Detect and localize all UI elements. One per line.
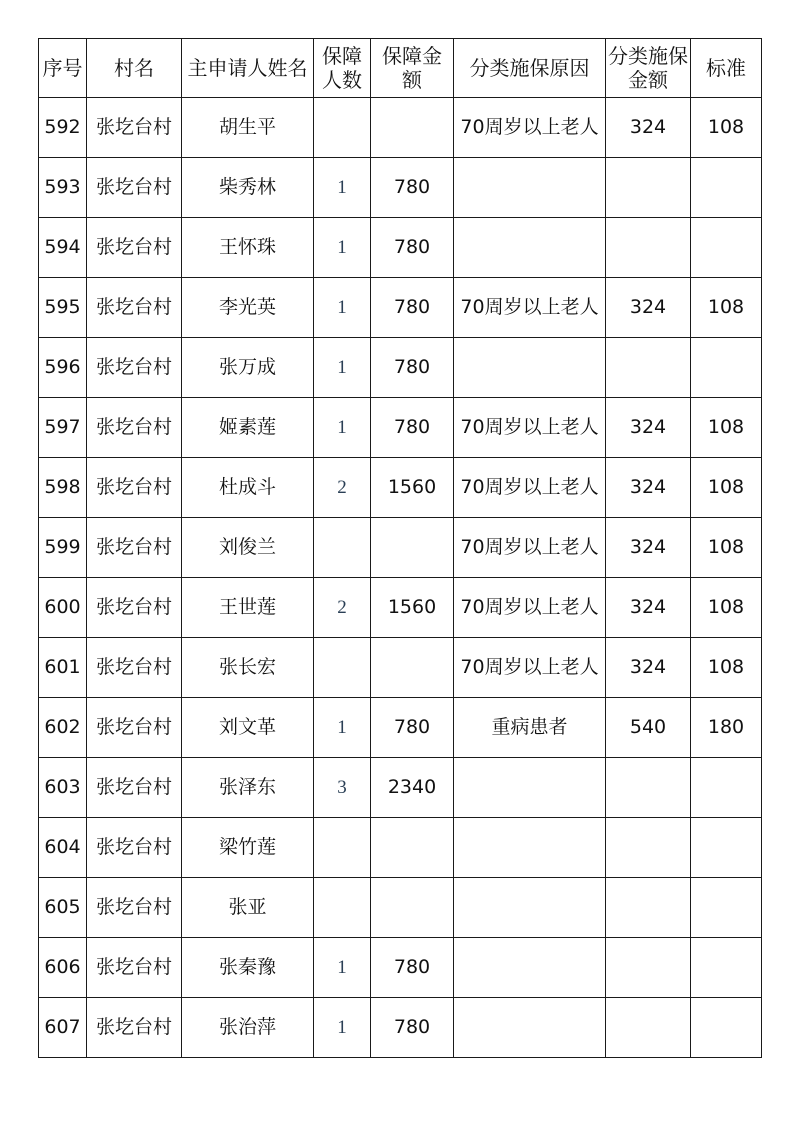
header-row (39, 39, 762, 98)
cell-amount (371, 878, 454, 938)
cell-standard: 108 (691, 398, 762, 458)
cell-reason (454, 938, 606, 998)
cell-seq: 596 (39, 338, 87, 398)
cell-village: 张圪台村 (87, 278, 182, 338)
cell-standard: 108 (691, 278, 762, 338)
cell-persons (314, 518, 371, 578)
cell-persons: 1 (314, 698, 371, 758)
cell-applicant-name: 梁竹莲 (182, 818, 314, 878)
cell-amount (371, 818, 454, 878)
cell-standard: 108 (691, 638, 762, 698)
cell-village: 张圪台村 (87, 578, 182, 638)
cell-reason (454, 998, 606, 1058)
cell-applicant-name: 胡生平 (182, 98, 314, 158)
cell-persons (314, 818, 371, 878)
cell-persons: 2 (314, 578, 371, 638)
cell-amount: 780 (371, 698, 454, 758)
cell-class-amount: 324 (606, 98, 691, 158)
cell-class-amount: 540 (606, 698, 691, 758)
cell-class-amount (606, 338, 691, 398)
cell-persons: 2 (314, 458, 371, 518)
cell-village: 张圪台村 (87, 938, 182, 998)
table-row (39, 218, 762, 278)
cell-reason: 重病患者 (454, 698, 606, 758)
cell-persons: 1 (314, 938, 371, 998)
cell-applicant-name: 刘俊兰 (182, 518, 314, 578)
cell-class-amount (606, 878, 691, 938)
cell-amount: 780 (371, 398, 454, 458)
table-row (39, 458, 762, 518)
cell-seq: 606 (39, 938, 87, 998)
table-row (39, 398, 762, 458)
cell-reason (454, 158, 606, 218)
cell-village: 张圪台村 (87, 398, 182, 458)
cell-seq: 603 (39, 758, 87, 818)
cell-persons (314, 638, 371, 698)
cell-reason (454, 338, 606, 398)
cell-reason (454, 878, 606, 938)
cell-class-amount: 324 (606, 578, 691, 638)
table-row (39, 938, 762, 998)
cell-applicant-name: 张万成 (182, 338, 314, 398)
cell-applicant-name: 王怀珠 (182, 218, 314, 278)
cell-village: 张圪台村 (87, 998, 182, 1058)
cell-seq: 602 (39, 698, 87, 758)
cell-applicant-name: 张治萍 (182, 998, 314, 1058)
cell-seq: 597 (39, 398, 87, 458)
table-row (39, 998, 762, 1058)
cell-reason: 70周岁以上老人 (454, 638, 606, 698)
cell-standard (691, 998, 762, 1058)
cell-amount: 1560 (371, 458, 454, 518)
cell-amount (371, 98, 454, 158)
cell-seq: 592 (39, 98, 87, 158)
cell-amount: 780 (371, 998, 454, 1058)
cell-persons (314, 98, 371, 158)
header-seq: 序号 (39, 39, 87, 98)
cell-class-amount: 324 (606, 638, 691, 698)
table-row (39, 758, 762, 818)
cell-seq: 595 (39, 278, 87, 338)
table-row (39, 278, 762, 338)
header-village: 村名 (87, 39, 182, 98)
cell-seq: 601 (39, 638, 87, 698)
cell-reason: 70周岁以上老人 (454, 578, 606, 638)
cell-applicant-name: 姬素莲 (182, 398, 314, 458)
table-row (39, 878, 762, 938)
cell-seq: 598 (39, 458, 87, 518)
cell-standard: 108 (691, 98, 762, 158)
subsistence-allowance-table (38, 38, 762, 1058)
cell-reason: 70周岁以上老人 (454, 518, 606, 578)
table-row (39, 518, 762, 578)
cell-standard: 180 (691, 698, 762, 758)
cell-class-amount: 324 (606, 398, 691, 458)
cell-village: 张圪台村 (87, 338, 182, 398)
cell-seq: 593 (39, 158, 87, 218)
cell-reason (454, 218, 606, 278)
cell-class-amount (606, 218, 691, 278)
cell-reason: 70周岁以上老人 (454, 278, 606, 338)
cell-reason: 70周岁以上老人 (454, 398, 606, 458)
table-row (39, 98, 762, 158)
cell-village: 张圪台村 (87, 98, 182, 158)
cell-applicant-name: 张泽东 (182, 758, 314, 818)
cell-standard: 108 (691, 518, 762, 578)
cell-standard (691, 758, 762, 818)
cell-seq: 599 (39, 518, 87, 578)
cell-village: 张圪台村 (87, 218, 182, 278)
cell-reason: 70周岁以上老人 (454, 98, 606, 158)
cell-class-amount (606, 998, 691, 1058)
cell-applicant-name: 张秦豫 (182, 938, 314, 998)
header-class-amount: 分类施保金额 (606, 39, 691, 98)
cell-applicant-name: 刘文革 (182, 698, 314, 758)
cell-applicant-name: 王世莲 (182, 578, 314, 638)
cell-applicant-name: 杜成斗 (182, 458, 314, 518)
cell-class-amount: 324 (606, 278, 691, 338)
cell-class-amount (606, 158, 691, 218)
header-standard: 标准 (691, 39, 762, 98)
cell-persons (314, 878, 371, 938)
cell-applicant-name: 李光英 (182, 278, 314, 338)
cell-standard (691, 818, 762, 878)
table-row (39, 638, 762, 698)
cell-standard: 108 (691, 578, 762, 638)
cell-applicant-name: 张亚 (182, 878, 314, 938)
cell-applicant-name: 张长宏 (182, 638, 314, 698)
cell-amount: 780 (371, 218, 454, 278)
cell-amount (371, 638, 454, 698)
cell-persons: 1 (314, 338, 371, 398)
table-row (39, 818, 762, 878)
cell-village: 张圪台村 (87, 638, 182, 698)
cell-amount: 2340 (371, 758, 454, 818)
cell-amount: 780 (371, 278, 454, 338)
cell-seq: 604 (39, 818, 87, 878)
cell-persons: 1 (314, 998, 371, 1058)
cell-standard: 108 (691, 458, 762, 518)
cell-standard (691, 218, 762, 278)
cell-class-amount (606, 938, 691, 998)
cell-standard (691, 338, 762, 398)
cell-seq: 607 (39, 998, 87, 1058)
cell-standard (691, 878, 762, 938)
cell-reason (454, 758, 606, 818)
cell-village: 张圪台村 (87, 458, 182, 518)
cell-class-amount: 324 (606, 518, 691, 578)
header-reason: 分类施保原因 (454, 39, 606, 98)
cell-seq: 605 (39, 878, 87, 938)
cell-persons: 1 (314, 398, 371, 458)
cell-amount: 1560 (371, 578, 454, 638)
cell-class-amount: 324 (606, 458, 691, 518)
cell-persons: 1 (314, 278, 371, 338)
cell-standard (691, 158, 762, 218)
cell-amount: 780 (371, 158, 454, 218)
cell-class-amount (606, 758, 691, 818)
cell-seq: 600 (39, 578, 87, 638)
cell-class-amount (606, 818, 691, 878)
cell-standard (691, 938, 762, 998)
cell-reason: 70周岁以上老人 (454, 458, 606, 518)
header-applicant: 主申请人姓名 (182, 39, 314, 98)
cell-village: 张圪台村 (87, 878, 182, 938)
cell-reason (454, 818, 606, 878)
cell-persons: 1 (314, 218, 371, 278)
cell-village: 张圪台村 (87, 698, 182, 758)
cell-applicant-name: 柴秀林 (182, 158, 314, 218)
cell-amount: 780 (371, 938, 454, 998)
table-row (39, 578, 762, 638)
table-row (39, 158, 762, 218)
cell-persons: 1 (314, 158, 371, 218)
cell-amount: 780 (371, 338, 454, 398)
header-amount: 保障金额 (371, 39, 454, 98)
cell-amount (371, 518, 454, 578)
header-persons: 保障人数 (314, 39, 371, 98)
cell-village: 张圪台村 (87, 518, 182, 578)
cell-seq: 594 (39, 218, 87, 278)
cell-village: 张圪台村 (87, 818, 182, 878)
cell-village: 张圪台村 (87, 158, 182, 218)
cell-persons: 3 (314, 758, 371, 818)
table-row (39, 338, 762, 398)
cell-village: 张圪台村 (87, 758, 182, 818)
table-row (39, 698, 762, 758)
